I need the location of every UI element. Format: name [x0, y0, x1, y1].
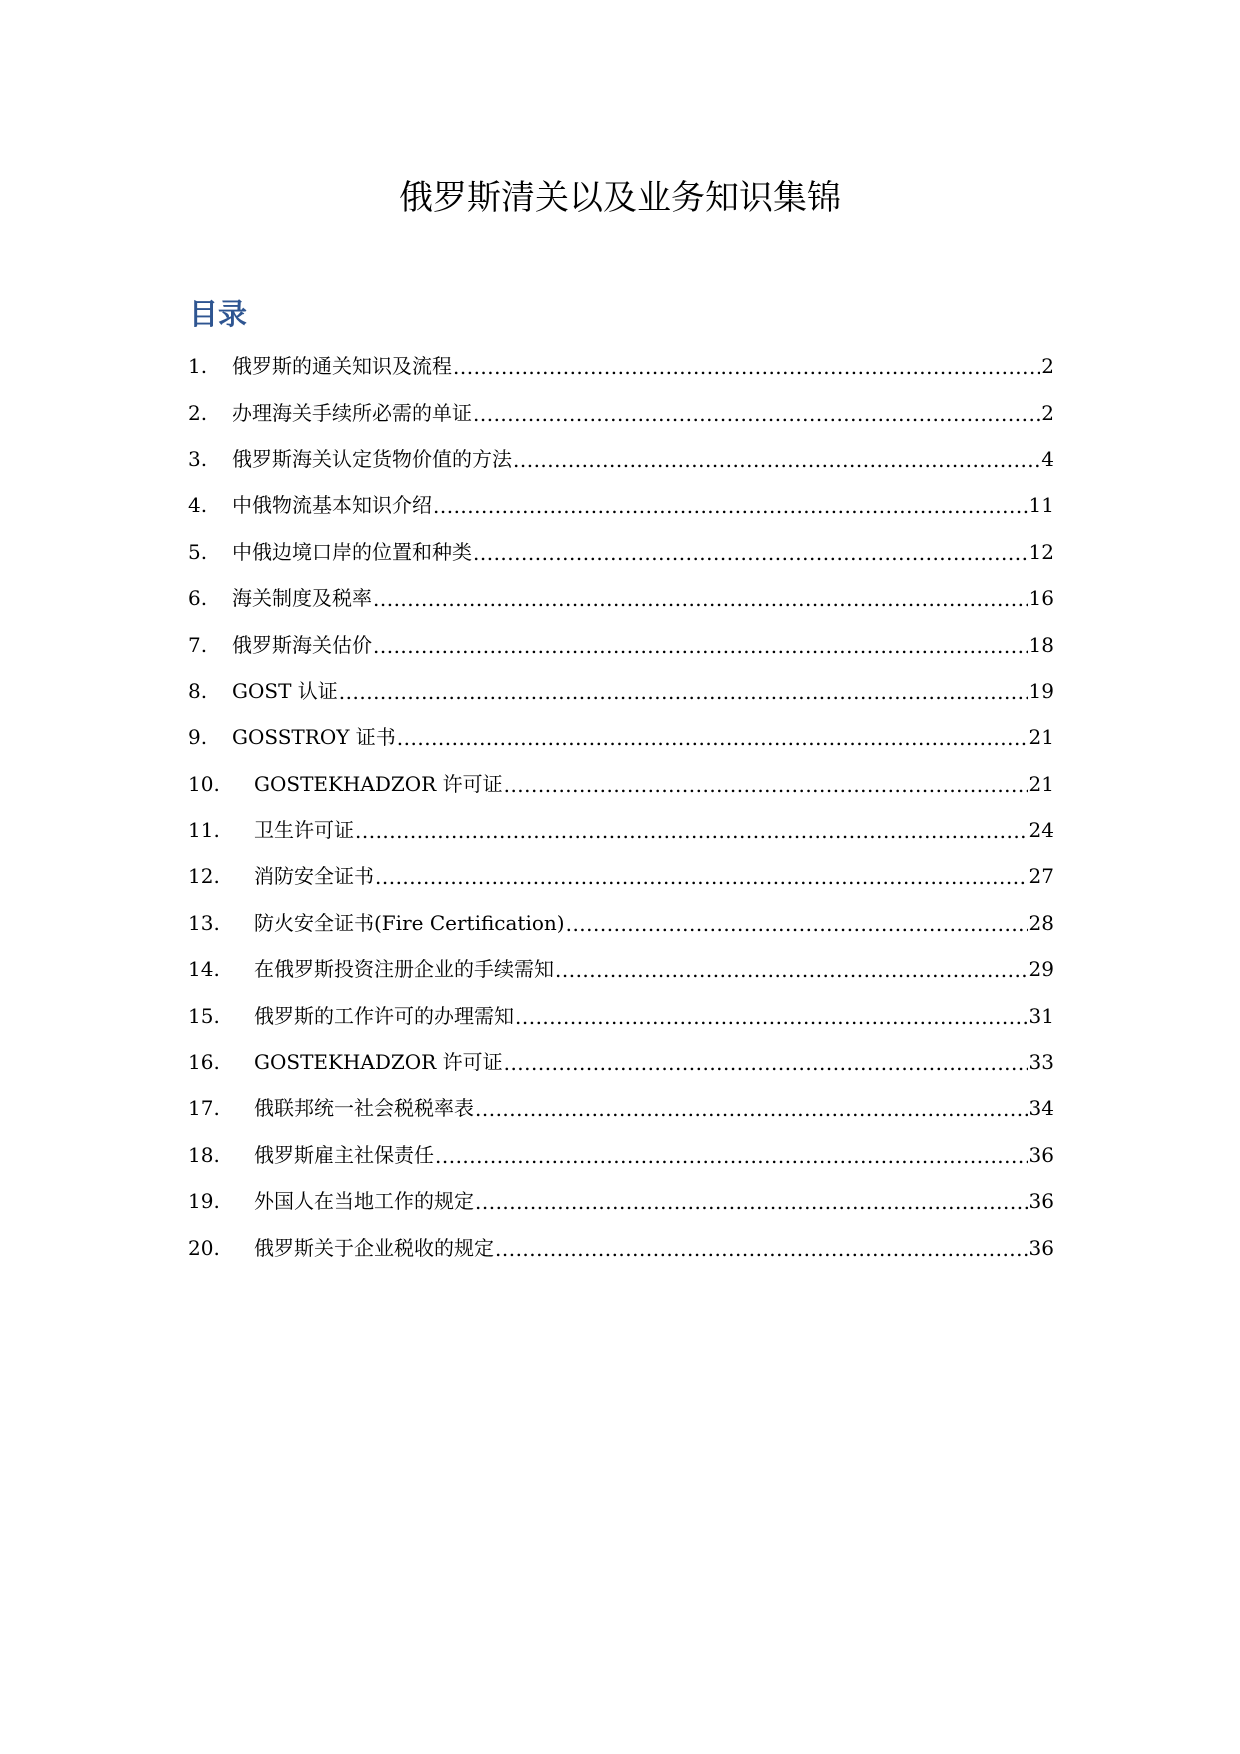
- toc-dot-leader: [566, 912, 1028, 936]
- toc-dot-leader: [504, 773, 1028, 797]
- toc-entry-number: 19.: [188, 1189, 220, 1214]
- toc-entry-number: 20.: [188, 1235, 220, 1260]
- toc-entry[interactable]: [188, 946, 1054, 992]
- toc-entry[interactable]: [188, 436, 1054, 482]
- toc-entry[interactable]: [188, 668, 1054, 714]
- toc-entry-page-number: 21: [1028, 771, 1054, 796]
- toc-dot-leader: [555, 958, 1028, 982]
- toc-entry[interactable]: [188, 853, 1054, 899]
- toc-entry[interactable]: [188, 482, 1054, 528]
- toc-entry-title: 俄罗斯雇主社保责任: [254, 1142, 434, 1167]
- toc-entry[interactable]: [188, 761, 1054, 807]
- table-of-contents: [188, 343, 1054, 1271]
- toc-entry-number: 7.: [188, 632, 208, 657]
- toc-entry-number: 17.: [188, 1096, 220, 1121]
- toc-entry-number: 6.: [188, 586, 208, 611]
- toc-entry-page-number: 31: [1028, 1003, 1054, 1028]
- toc-entry-page-number: 2: [1041, 354, 1054, 379]
- toc-entry-page-number: 34: [1028, 1096, 1054, 1121]
- toc-entry-title: 俄联邦统一社会税税率表: [254, 1096, 474, 1121]
- toc-entry-number: 9.: [188, 725, 208, 750]
- toc-entry-title: GOSTEKHADZOR 许可证: [254, 1050, 503, 1075]
- toc-entry-page-number: 36: [1028, 1189, 1054, 1214]
- toc-dot-leader: [375, 865, 1028, 889]
- toc-entry-title: 办理海关手续所必需的单证: [232, 400, 472, 425]
- toc-entry-number: 1.: [188, 354, 208, 379]
- toc-entry-title: 卫生许可证: [254, 818, 354, 843]
- toc-entry-title: 俄罗斯海关认定货物价值的方法: [232, 446, 512, 471]
- toc-dot-leader: [339, 680, 1028, 704]
- toc-entry-page-number: 24: [1028, 818, 1054, 843]
- toc-dot-leader: [475, 1190, 1028, 1214]
- toc-dot-leader: [397, 726, 1028, 750]
- toc-entry-number: 12.: [188, 864, 220, 889]
- toc-entry-title: GOSSTROY 证书: [232, 725, 396, 750]
- toc-entry-page-number: 16: [1028, 586, 1054, 611]
- toc-entry-title: 俄罗斯海关估价: [232, 632, 372, 657]
- toc-entry-page-number: 11: [1028, 493, 1054, 518]
- toc-entry[interactable]: [188, 714, 1054, 760]
- toc-entry[interactable]: [188, 992, 1054, 1038]
- toc-entry[interactable]: [188, 1085, 1054, 1131]
- toc-entry-title: 外国人在当地工作的规定: [254, 1189, 474, 1214]
- toc-entry-page-number: 29: [1028, 957, 1054, 982]
- toc-entry-title: 俄罗斯关于企业税收的规定: [254, 1235, 494, 1260]
- toc-entry[interactable]: [188, 389, 1054, 435]
- toc-entry-page-number: 36: [1028, 1142, 1054, 1167]
- toc-entry-title: 俄罗斯的工作许可的办理需知: [254, 1003, 514, 1028]
- toc-dot-leader: [513, 448, 1040, 472]
- toc-dot-leader: [473, 402, 1040, 426]
- toc-entry-page-number: 33: [1028, 1050, 1054, 1075]
- toc-dot-leader: [473, 541, 1028, 565]
- toc-dot-leader: [495, 1237, 1028, 1261]
- toc-entry-number: 10.: [188, 771, 220, 796]
- toc-dot-leader: [435, 1144, 1028, 1168]
- toc-entry-title: 消防安全证书: [254, 864, 374, 889]
- toc-entry-number: 11.: [188, 818, 220, 843]
- toc-entry-number: 14.: [188, 957, 220, 982]
- toc-entry-number: 4.: [188, 493, 208, 518]
- toc-entry[interactable]: [188, 1178, 1054, 1224]
- toc-entry-title: 中俄边境口岸的位置和种类: [232, 539, 472, 564]
- toc-entry-page-number: 19: [1028, 678, 1054, 703]
- toc-entry-title: 中俄物流基本知识介绍: [232, 493, 432, 518]
- toc-entry-page-number: 21: [1028, 725, 1054, 750]
- toc-entry-number: 16.: [188, 1050, 220, 1075]
- toc-dot-leader: [373, 634, 1028, 658]
- toc-entry-number: 15.: [188, 1003, 220, 1028]
- toc-entry-page-number: 2: [1041, 400, 1054, 425]
- toc-entry-number: 5.: [188, 539, 208, 564]
- toc-dot-leader: [504, 1051, 1028, 1075]
- toc-entry-number: 2.: [188, 400, 208, 425]
- toc-dot-leader: [355, 819, 1028, 843]
- toc-entry[interactable]: [188, 1224, 1054, 1270]
- toc-entry-page-number: 36: [1028, 1235, 1054, 1260]
- toc-entry[interactable]: [188, 575, 1054, 621]
- toc-entry[interactable]: [188, 807, 1054, 853]
- toc-entry-title: 俄罗斯的通关知识及流程: [232, 354, 452, 379]
- toc-entry-page-number: 28: [1028, 910, 1054, 935]
- toc-entry-title: 防火安全证书(Fire Certification): [254, 910, 565, 935]
- toc-entry-title: GOST 认证: [232, 678, 338, 703]
- toc-heading: 目录: [189, 297, 248, 331]
- toc-entry[interactable]: [188, 529, 1054, 575]
- toc-dot-leader: [475, 1097, 1028, 1121]
- toc-entry[interactable]: [188, 343, 1054, 389]
- toc-entry-number: 18.: [188, 1142, 220, 1167]
- toc-entry[interactable]: [188, 1039, 1054, 1085]
- toc-dot-leader: [373, 587, 1028, 611]
- toc-entry-number: 8.: [188, 678, 208, 703]
- toc-entry-title: GOSTEKHADZOR 许可证: [254, 771, 503, 796]
- toc-entry-page-number: 18: [1028, 632, 1054, 657]
- toc-entry-number: 13.: [188, 910, 220, 935]
- toc-dot-leader: [515, 1005, 1028, 1029]
- toc-entry-title: 海关制度及税率: [232, 586, 372, 611]
- document-title: 俄罗斯清关以及业务知识集锦: [399, 178, 841, 218]
- toc-entry-page-number: 4: [1041, 446, 1054, 471]
- toc-entry-number: 3.: [188, 446, 208, 471]
- toc-entry[interactable]: [188, 1132, 1054, 1178]
- toc-entry-page-number: 27: [1028, 864, 1054, 889]
- toc-dot-leader: [433, 494, 1028, 518]
- toc-entry[interactable]: [188, 621, 1054, 667]
- toc-entry[interactable]: [188, 900, 1054, 946]
- toc-entry-title: 在俄罗斯投资注册企业的手续需知: [254, 957, 554, 982]
- toc-entry-page-number: 12: [1028, 539, 1054, 564]
- toc-dot-leader: [453, 355, 1040, 379]
